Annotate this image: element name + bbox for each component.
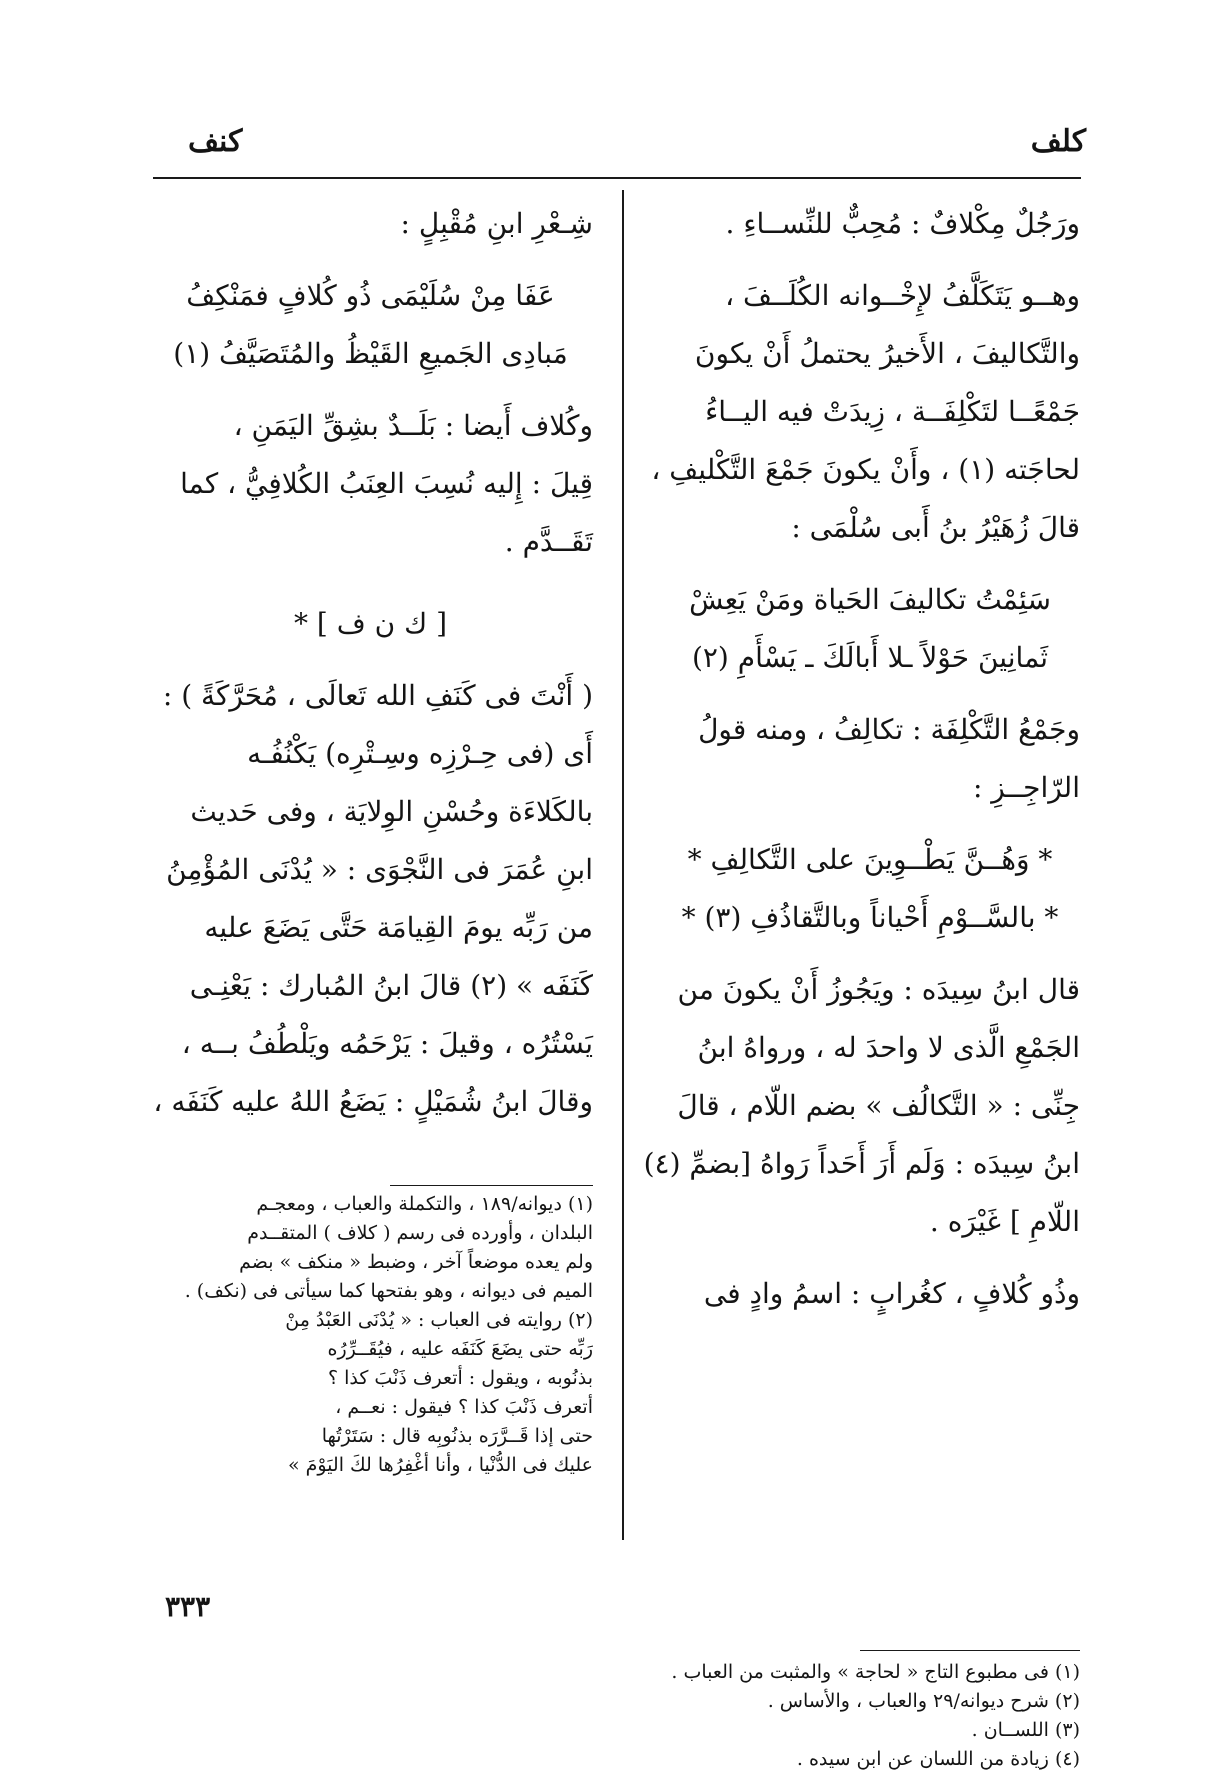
text-line: ورَجُلٌ مِكْلافٌ : مُحِبٌّ للنِّســاءِ . <box>725 207 1080 240</box>
verse-line: ثَمانِينَ حَوْلاً ـلا أَبالَكَ ـ يَسْأَمِ (٢) <box>691 641 1049 674</box>
text-line: قالَ زُهَيْرُ بنُ أَبى سُلْمَى : <box>791 511 1080 544</box>
text-line: وجَمْعُ التَّكْلِفَة : تكالِفُ ، ومنه قولُ <box>698 713 1080 746</box>
footnote-rule-right <box>860 1650 1080 1651</box>
right-column <box>643 195 1080 1323</box>
text-line: ابنِ عُمَرَ فى النَّجْوَى : « يُدْنَى المُؤْمِنُ <box>166 853 593 886</box>
left-footnotes <box>148 1190 593 1480</box>
footnote: حتى إذا قَــرَّرَه بذنُوبِه قال : سَتَرْتُها <box>321 1425 593 1447</box>
footnote: عليك فى الدُّنْيا ، وأنا أغْفِرُها لكَ اليَوْمَ » <box>287 1454 593 1476</box>
text-line: كَنَفَه » (٢) قالَ ابنُ المُبارك : يَعْنِـى <box>189 969 593 1002</box>
text-line: أَى (فى حِـرْزِه وسِـتْرِه) يَكْنُفُـه <box>247 737 593 770</box>
text-line: وذُو كُلافٍ ، كغُرابٍ : اسمُ وادٍ فى <box>703 1277 1080 1310</box>
footnote: (٣) اللســان . <box>971 1719 1080 1741</box>
footnote: (٤) زيادة من اللسان عن ابن سيده . <box>796 1748 1080 1770</box>
running-head-left: كنف <box>188 124 243 159</box>
left-column <box>148 195 593 1131</box>
footnote: الميم فى ديوانه ، وهو بفتحها كما سيأتى فى (نكف) . <box>184 1280 593 1302</box>
text-line: ابنُ سِيدَه : وَلَم أَرَ أَحَداً رَواهُ [بضمِّ (٤) <box>643 1147 1080 1180</box>
text-line: والتَّكاليفَ ، الأَخيرُ يحتملُ أَنْ يكونَ <box>694 337 1080 370</box>
verse-line: * بالسَّــوْمِ أَحْياناً وبالتَّقاذُفِ (٣) * <box>681 901 1059 934</box>
verse-line: سَئِمْتُ تكاليفَ الحَياة ومَنْ يَعِشْ <box>689 583 1051 616</box>
footnote: رَبِّه حتى يضَعَ كَنَفَه عليه ، فيُقَــرِّرُه <box>327 1338 593 1360</box>
text-line: لحاجَته (١) ، وأَنْ يكونَ جَمْعَ التَّكْليفِ ، <box>651 453 1080 486</box>
text-line: الجَمْعِ الَّذى لا واحدَ له ، ورواهُ ابنُ <box>697 1031 1080 1064</box>
text-line: قِيلَ : إِليه نُسِبَ العِنَبُ الكُلافِيُّ ، كما <box>180 467 593 500</box>
text-line: ( أَنْتَ فى كَنَفِ الله تَعالَى ، مُحَرَّكَةً ) : <box>162 679 593 712</box>
running-head-right: كلف <box>1030 124 1086 159</box>
section-heading: [ ك ن ف ] * <box>293 607 447 640</box>
text-line: شِـعْرِ ابنِ مُقْبِلٍ : <box>400 207 593 240</box>
text-line: اللّامِ ] غَيْرَه . <box>929 1205 1080 1238</box>
right-footnotes <box>660 1658 1080 1774</box>
text-line: وكُلاف أَيضا : بَلَــدٌ بشِقِّ اليَمَنِ ، <box>233 409 593 442</box>
footnote: (٢) روايته فى العباب : « يُدْنَى العَبْدُ مِنْ <box>285 1309 593 1331</box>
page-number: ٣٣٣ <box>165 1590 211 1623</box>
footnote: (١) ديوانه/١٨٩ ، والتكملة والعباب ، ومعجـم <box>256 1193 593 1215</box>
text-line: وقالَ ابنُ شُمَيْلٍ : يَضَعُ اللهُ عليه كَنَفَه ، <box>153 1085 593 1118</box>
text-line: الرّاجِــزِ : <box>972 771 1080 804</box>
text-line: تَقَــدَّم . <box>504 525 593 558</box>
header-rule <box>153 177 1081 179</box>
footnote: أتعرف ذَنْبَ كذا ؟ فيقول : نعــم ، <box>335 1396 593 1418</box>
footnote-rule-left <box>390 1185 593 1186</box>
text-line: بالكَلاءَة وحُسْنِ الوِلايَة ، وفى حَديث <box>190 795 593 828</box>
text-line: جِنِّى : « التَّكالُف » بضم اللّام ، قالَ <box>677 1089 1080 1122</box>
verse-line: * وَهُــنَّ يَطْــوِينَ على التَّكالِفِ * <box>687 843 1053 876</box>
footnote: البلدان ، وأورده فى رسم ( كلاف ) المتقــدم <box>247 1222 593 1244</box>
footnote: (١) فى مطبوع التاج « لحاجة » والمثبت من العباب . <box>671 1661 1080 1683</box>
verse-line: عَفَا مِنْ سُلَيْمَى ذُو كُلافٍ فمَنْكِفُ <box>186 279 555 312</box>
text-line: جَمْعًــا لتَكْلِفَــة ، زِيدَتْ فيه اليــاءُ <box>705 395 1080 428</box>
verse-line: مَبادِى الجَميعِ القَيْظُ والمُتَصَيَّفُ (١) <box>173 337 568 370</box>
footnote: ولم يعده موضعاً آخر ، وضبط « منكف » بضم <box>239 1251 593 1273</box>
text-line: وهــو يَتَكَلَّفُ لإِخْــوانه الكُلَــفَ ، <box>725 279 1080 312</box>
text-line: من رَبِّه يومَ القِيامَة حَتَّى يَضَعَ عليه <box>204 911 593 944</box>
text-line: قال ابنُ سِيدَه : ويَجُوزُ أَنْ يكونَ من <box>677 973 1080 1006</box>
footnote: (٢) شرح ديوانه/٢٩ والعباب ، والأساس . <box>767 1690 1080 1712</box>
text-line: يَسْتُرُه ، وقيلَ : يَرْحَمُه ويَلْطُفُ بــه ، <box>181 1027 593 1060</box>
column-divider <box>622 190 624 1540</box>
footnote: بذنُوبه ، ويقول : أتعرف ذَنْبَ كذا ؟ <box>327 1367 593 1389</box>
